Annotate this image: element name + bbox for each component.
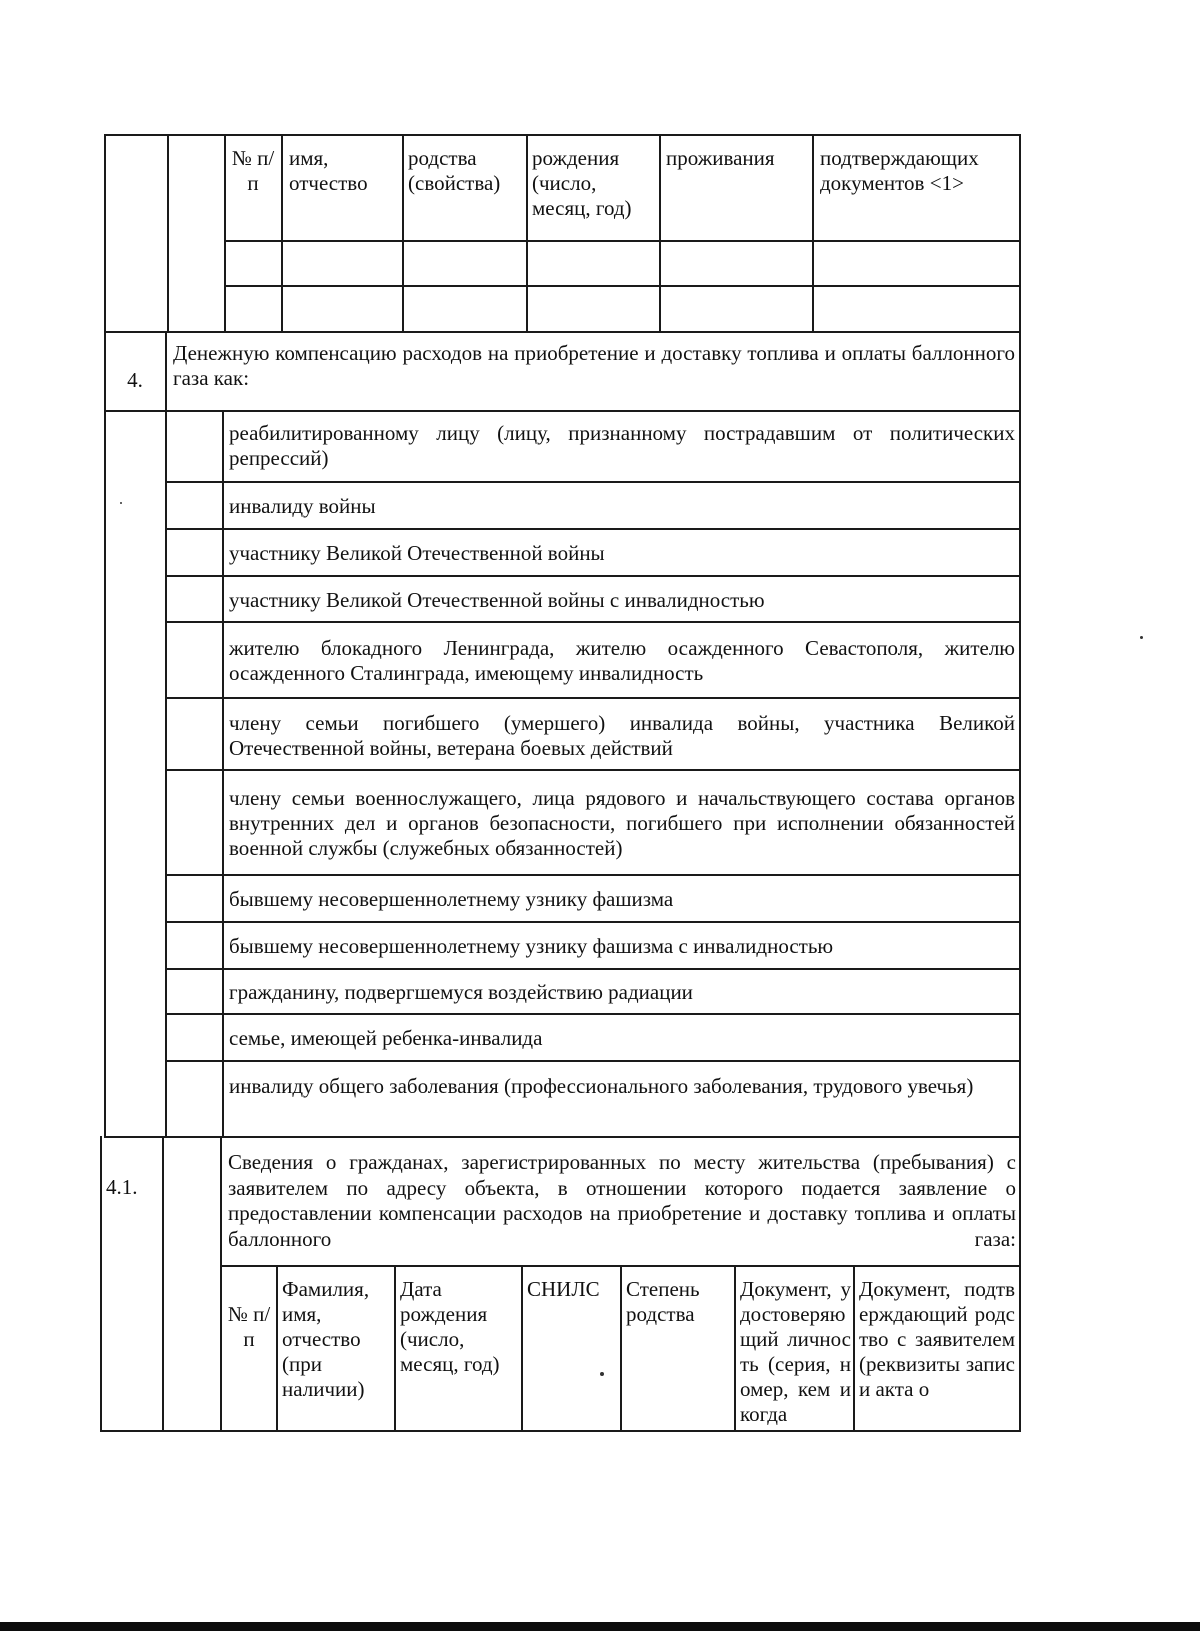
top-header-name: имя, отчество bbox=[289, 146, 368, 195]
section4-item-8: бывшему несовершеннолетнему узнику фашизма bbox=[229, 887, 674, 911]
section4-item-1: реабилитированному лицу (лицу, признанному пострадавшим от политических репрессий) bbox=[229, 421, 1015, 470]
bottom-header-snils: СНИЛС bbox=[527, 1277, 600, 1301]
top-header-number: № п/п bbox=[231, 146, 275, 195]
top-header-birth: рождения (число, месяц, год) bbox=[532, 146, 632, 220]
bottom-header-relation: Степень родства bbox=[626, 1277, 700, 1326]
section4-item-9: бывшему несовершеннолетнему узнику фашизма с инвалидностью bbox=[229, 934, 834, 958]
section4-item-4: участнику Великой Отечественной войны с инвалидностью bbox=[229, 588, 765, 612]
section4-item-10: гражданину, подвергшемуся воздействию радиации bbox=[229, 980, 693, 1004]
top-header-residence: проживания bbox=[666, 146, 775, 170]
section4-item-7: члену семьи военнослужащего, лица рядового и начальствующего состава органов внутренних дел и органов безопасности, погибшего при исполнении обязанностей военной службы (служебных обязанностей) bbox=[229, 786, 1015, 860]
top-header-documents: подтверждающих документов <1> bbox=[820, 146, 979, 195]
bottom-header-id-document: Документ, удостоверяющий личность (серия, номер, кем и когда bbox=[740, 1277, 851, 1426]
bottom-header-name: Фамилия, имя, отчество (при наличии) bbox=[282, 1277, 370, 1401]
bottom-header-number: № п/п bbox=[227, 1302, 271, 1351]
section4-item-6: члену семьи погибшего (умершего) инвалида войны, участника Великой Отечественной войны, ветерана боевых действий bbox=[229, 711, 1015, 760]
section4-item-12: инвалиду общего заболевания (профессионального заболевания, трудового увечья) bbox=[229, 1074, 974, 1098]
section4-number: 4. bbox=[127, 368, 143, 392]
section4-item-2: инвалиду войны bbox=[229, 494, 376, 518]
top-header-relation: родства (свойства) bbox=[408, 146, 501, 195]
section41-number: 4.1. bbox=[106, 1175, 138, 1199]
section4-item-11: семье, имеющей ребенка-инвалида bbox=[229, 1026, 543, 1050]
section4-item-5: жителю блокадного Ленинграда, жителю осажденного Севастополя, жителю осажденного Сталинграда, имеющему инвалидность bbox=[229, 636, 1015, 685]
section4-item-3: участнику Великой Отечественной войны bbox=[229, 541, 605, 565]
scan-bottom-edge bbox=[0, 1622, 1200, 1631]
section4-text: Денежную компенсацию расходов на приобретение и доставку топлива и оплаты баллонного газа как: bbox=[173, 341, 1015, 390]
bottom-header-kinship-document: Документ, подтверждающий родство с заявителем (реквизиты записи акта о bbox=[859, 1277, 1015, 1401]
bottom-header-birthdate: Дата рождения (число, месяц, год) bbox=[400, 1277, 500, 1376]
section41-text: Сведения о гражданах, зарегистрированных по месту жительства (пребывания) с заявителем по адресу объекта, в отношении которого подается заявление о предоставлении компенсации расходов на приобретение и доставку топлива и оплаты баллонного газа: bbox=[228, 1150, 1016, 1251]
